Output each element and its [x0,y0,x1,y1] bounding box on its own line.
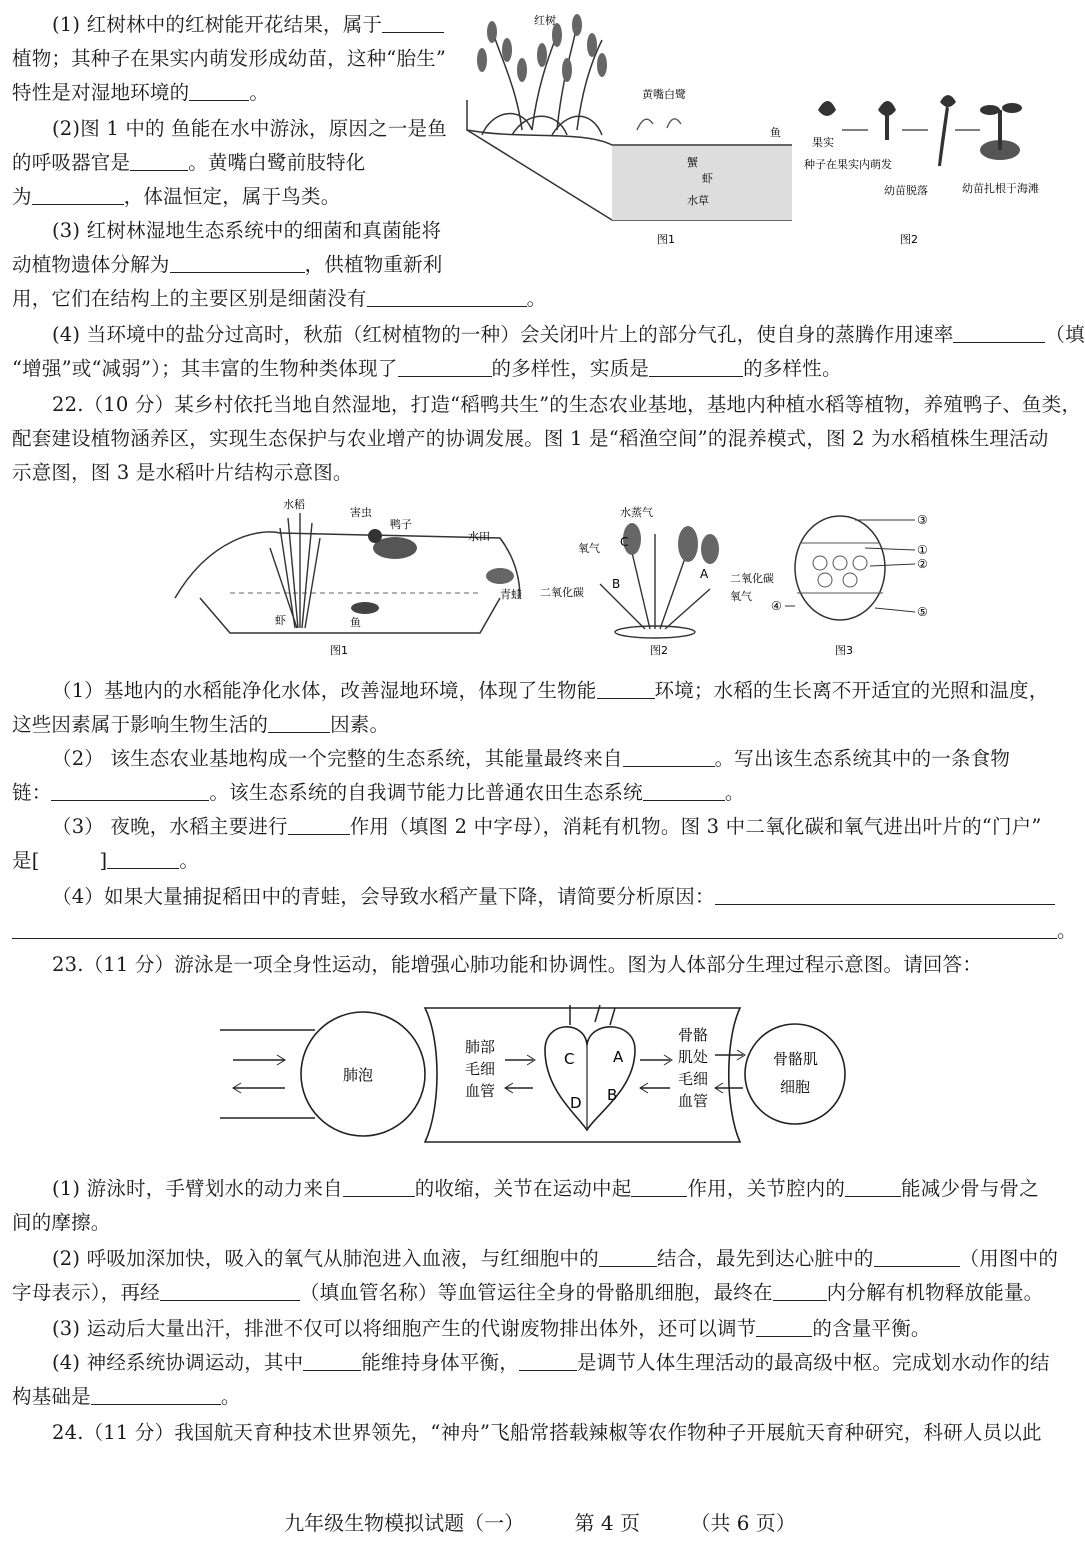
muscle-cell-label-1: 骨骼肌 [773,1050,819,1068]
q22-figure2 [540,504,790,658]
rice-grains [623,523,719,564]
q21-figure1 [462,10,797,250]
q23-s3-line1: (3) 运动后大量出汗，排泄不仅可以将细胞产生的代谢废物排出体外，还可以调节 的含量平衡。 [52,1317,931,1340]
label-germinate: 种子在果实内萌发 [804,158,892,171]
q21-p3-line2: 动植物遗体分解为 ，供植物重新利 [12,253,443,276]
label-drop: 幼苗脱落 [884,184,928,197]
marker-4: ④ [771,599,782,613]
blank[interactable] [12,918,1057,939]
q21-p2-line1: (2)图 1 中的 鱼能在水中游泳，原因之一是鱼 [52,117,447,140]
figure-caption: 图2 [650,644,668,657]
lung-capillary-3: 血管 [465,1082,496,1100]
label-weed: 水草 [687,194,709,207]
blank[interactable] [643,780,725,801]
label-rice: 水稻 [283,498,305,511]
mangrove-tree-drawing [482,25,602,135]
blank[interactable] [599,1246,657,1267]
blank[interactable] [597,678,655,699]
label-B: B [612,577,621,591]
muscle-cell-label-2: 细胞 [780,1078,811,1096]
label-oxygen-right: 氧气 [730,590,752,603]
label-duck: 鸭子 [390,518,412,531]
muscle-capillary-3: 毛细 [678,1070,709,1088]
label-insect: 害虫 [350,506,372,519]
q22-figure1 [170,498,530,658]
leaf-cells [797,543,883,593]
shoreline [467,100,792,145]
q21-p4-line2: “增强”或“减弱”）；其丰富的生物种类体现了 的多样性，实质是 的多样性。 [12,357,842,380]
q22-intro-line3: 示意图，图 3 是水稻叶片结构示意图。 [12,461,353,484]
muscle-cell-circle [745,1024,845,1124]
muscle-capillary-1: 骨骼 [678,1026,709,1044]
figure-caption: 图1 [330,644,348,657]
q21-p4-line1: (4) 当环境中的盐分过高时，秋茄（红树植物的一种）会关闭叶片上的部分气孔，使自身的蒸腾作用速率 （填 [52,323,1085,346]
blank[interactable] [631,1176,687,1197]
blank[interactable] [130,150,188,171]
leader-lines [785,520,915,612]
label-root: 幼苗扎根于海滩 [962,182,1039,195]
label-co2-right: 二氧化碳 [730,572,774,585]
q21-p3-line3: 用，它们在结构上的主要区别是细菌没有 。 [12,287,547,310]
q23-s2-line2: 字母表示），再经 （填血管名称）等血管运往全身的骨骼肌细胞，最终在 内分解有机物释放能量。 [12,1281,1044,1304]
q22-s3-line1: （3） 夜晚，水稻主要进行 作用（填图 2 中字母），消耗有机物。图 3 中二氧化碳和氧气进出叶片的“门户” [52,815,1042,838]
leaf-section-outline [795,516,885,620]
q21-p2-line2: 的呼吸器官是 。黄嘴白鹭前肢特化 [12,151,366,174]
q24-intro: 24.（11 分）我国航天育种技术世界领先，“神舟”飞船常搭载辣椒等农作物种子开展航天育种研究，科研人员以此 [52,1421,1042,1444]
q21-p1-line3: 特性是对湿地环境的 。 [12,81,270,104]
blank[interactable] [170,252,305,273]
marker-1: ① [917,543,928,557]
lung-capillary-1: 肺部 [465,1038,496,1056]
heart-drawing [545,1027,635,1130]
blank[interactable] [160,1280,300,1301]
q22-s2-line2: 链： 。该生态系统的自我调节能力比普通农田生态系统 。 [12,781,745,804]
q21-p1-line1: (1) 红树林中的红树能开花结果，属于 [52,10,444,40]
blank[interactable] [189,80,249,101]
q23-s4-line2: 构基础是 。 [12,1385,241,1408]
label-fruit: 果实 [812,136,834,149]
label-fish: 鱼 [350,616,361,629]
blank[interactable] [519,1350,577,1371]
blank[interactable] [288,814,350,835]
q23-figure [215,1000,850,1150]
q23-s2-line1: (2) 呼吸加深加快，吸入的氧气从肺泡进入血液，与红细胞中的 结合，最先到达心脏中的 （用图中的 [52,1247,1059,1270]
blank[interactable] [382,12,444,33]
heart-A: A [613,1048,624,1066]
label-mangrove: 红树 [534,14,556,27]
q23-s1-line2: 间的摩擦。 [12,1211,111,1234]
blank[interactable] [756,1316,812,1337]
marker-2: ② [917,557,928,571]
frog-drawing [486,568,514,584]
label-frog: 青蛙 [500,588,522,601]
blank[interactable] [773,1280,827,1301]
label-A: A [700,567,709,581]
lung-capillary-2: 毛细 [465,1060,496,1078]
page-footer [0,1507,1080,1536]
blank[interactable] [268,712,330,733]
alveolus-label: 肺泡 [343,1066,374,1084]
q22-intro-line1: 22.（10 分）某乡村依托当地自然湿地，打造“稻鸭共生”的生态农业基地，基地内种植水稻等植物，养殖鸭子、鱼类， [52,393,1082,416]
q21-p3-line1: (3) 红树林湿地生态系统中的细菌和真菌能将 [52,219,442,242]
q21-p2-line3: 为 ，体温恒定，属于鸟类。 [12,185,341,208]
q22-s4-line2: 。 [12,916,1077,946]
rice-plant-drawing [270,513,320,628]
label-shrimp: 虾 [702,172,713,185]
q22-figure3 [765,508,945,658]
muscle-capillary-4: 血管 [678,1092,709,1110]
heart-C: C [564,1050,575,1068]
blank[interactable] [303,1350,361,1371]
label-fish: 鱼 [770,126,781,139]
page-total: （共 6 页） [690,1511,796,1535]
label-crab: 蟹 [687,156,698,169]
label-oxygen-left: 氧气 [578,542,600,555]
egret-drawing [637,119,681,130]
marker-3: ③ [917,513,928,527]
blank[interactable] [51,780,209,801]
q22-intro-line2: 配套建设植物涵养区，实现生态保护与农业增产的协调发展。图 1 是“稻渔空间”的混养模式，图 2 为水稻植株生理活动 [12,427,1049,450]
blank[interactable] [874,1246,960,1267]
blank[interactable] [107,848,179,869]
muscle-capillary-2: 肌处 [678,1048,709,1066]
label-vapor: 水蒸气 [620,506,653,519]
blank[interactable] [398,356,492,377]
blank[interactable] [343,1176,415,1197]
q21-p1-line2: 植物；其种子在果实内萌发形成幼苗，这种“胎生” [12,47,447,70]
marker-5: ⑤ [917,605,928,619]
q22-s1-line2: 这些因素属于影响生物生活的 因素。 [12,713,390,736]
q21-figure2 [800,80,1065,250]
q22-s2-line1: （2） 该生态农业基地构成一个完整的生态系统，其能量最终来自 。写出该生态系统其中的一条食物 [52,747,1011,770]
label-shrimp: 虾 [275,614,286,627]
exam-title: 九年级生物模拟试题（一） [284,1511,525,1535]
heart-B: B [607,1086,618,1104]
blank[interactable] [32,184,124,205]
label-egret: 黄嘴白鹭 [642,88,686,101]
q22-s4-line1: （4）如果大量捕捉稻田中的青蛙，会导致水稻产量下降，请简要分析原因： [52,882,1055,912]
blank[interactable] [715,884,1055,905]
q23-s1-line1: (1) 游泳时，手臂划水的动力来自 的收缩，关节在运动中起 作用，关节腔内的 能减少骨与骨之 [52,1177,1039,1200]
blank[interactable] [91,1384,221,1405]
label-field: 水田 [468,530,490,543]
page-number: 第 4 页 [574,1511,640,1535]
q23-intro: 23.（11 分）游泳是一项全身性运动，能增强心肺功能和协调性。图为人体部分生理过程示意图。请回答： [52,953,983,976]
label-co2-left: 二氧化碳 [540,586,584,599]
figure-caption: 图1 [657,233,675,246]
figure-caption: 图3 [835,644,853,657]
blank[interactable] [367,286,527,307]
figure-caption: 图2 [900,233,918,246]
fish-drawing [351,602,379,614]
q22-s1-line1: （1）基地内的水稻能净化水体，改善湿地环境，体现了生物能 环境；水稻的生长离不开适宜的光照和温度， [52,679,1049,702]
q22-s3-line2: 是[ ] 。 [12,849,200,872]
q23-s4-line1: (4) 神经系统协调运动，其中 能维持身体平衡， 是调节人体生理活动的最高级中枢。完成划水动作的结 [52,1351,1050,1374]
duck-head [368,529,382,543]
blank[interactable] [623,746,715,767]
blank[interactable] [953,322,1045,343]
heart-D: D [570,1094,582,1112]
blank[interactable] [649,356,743,377]
label-C: C [620,535,629,549]
blank[interactable] [845,1176,901,1197]
